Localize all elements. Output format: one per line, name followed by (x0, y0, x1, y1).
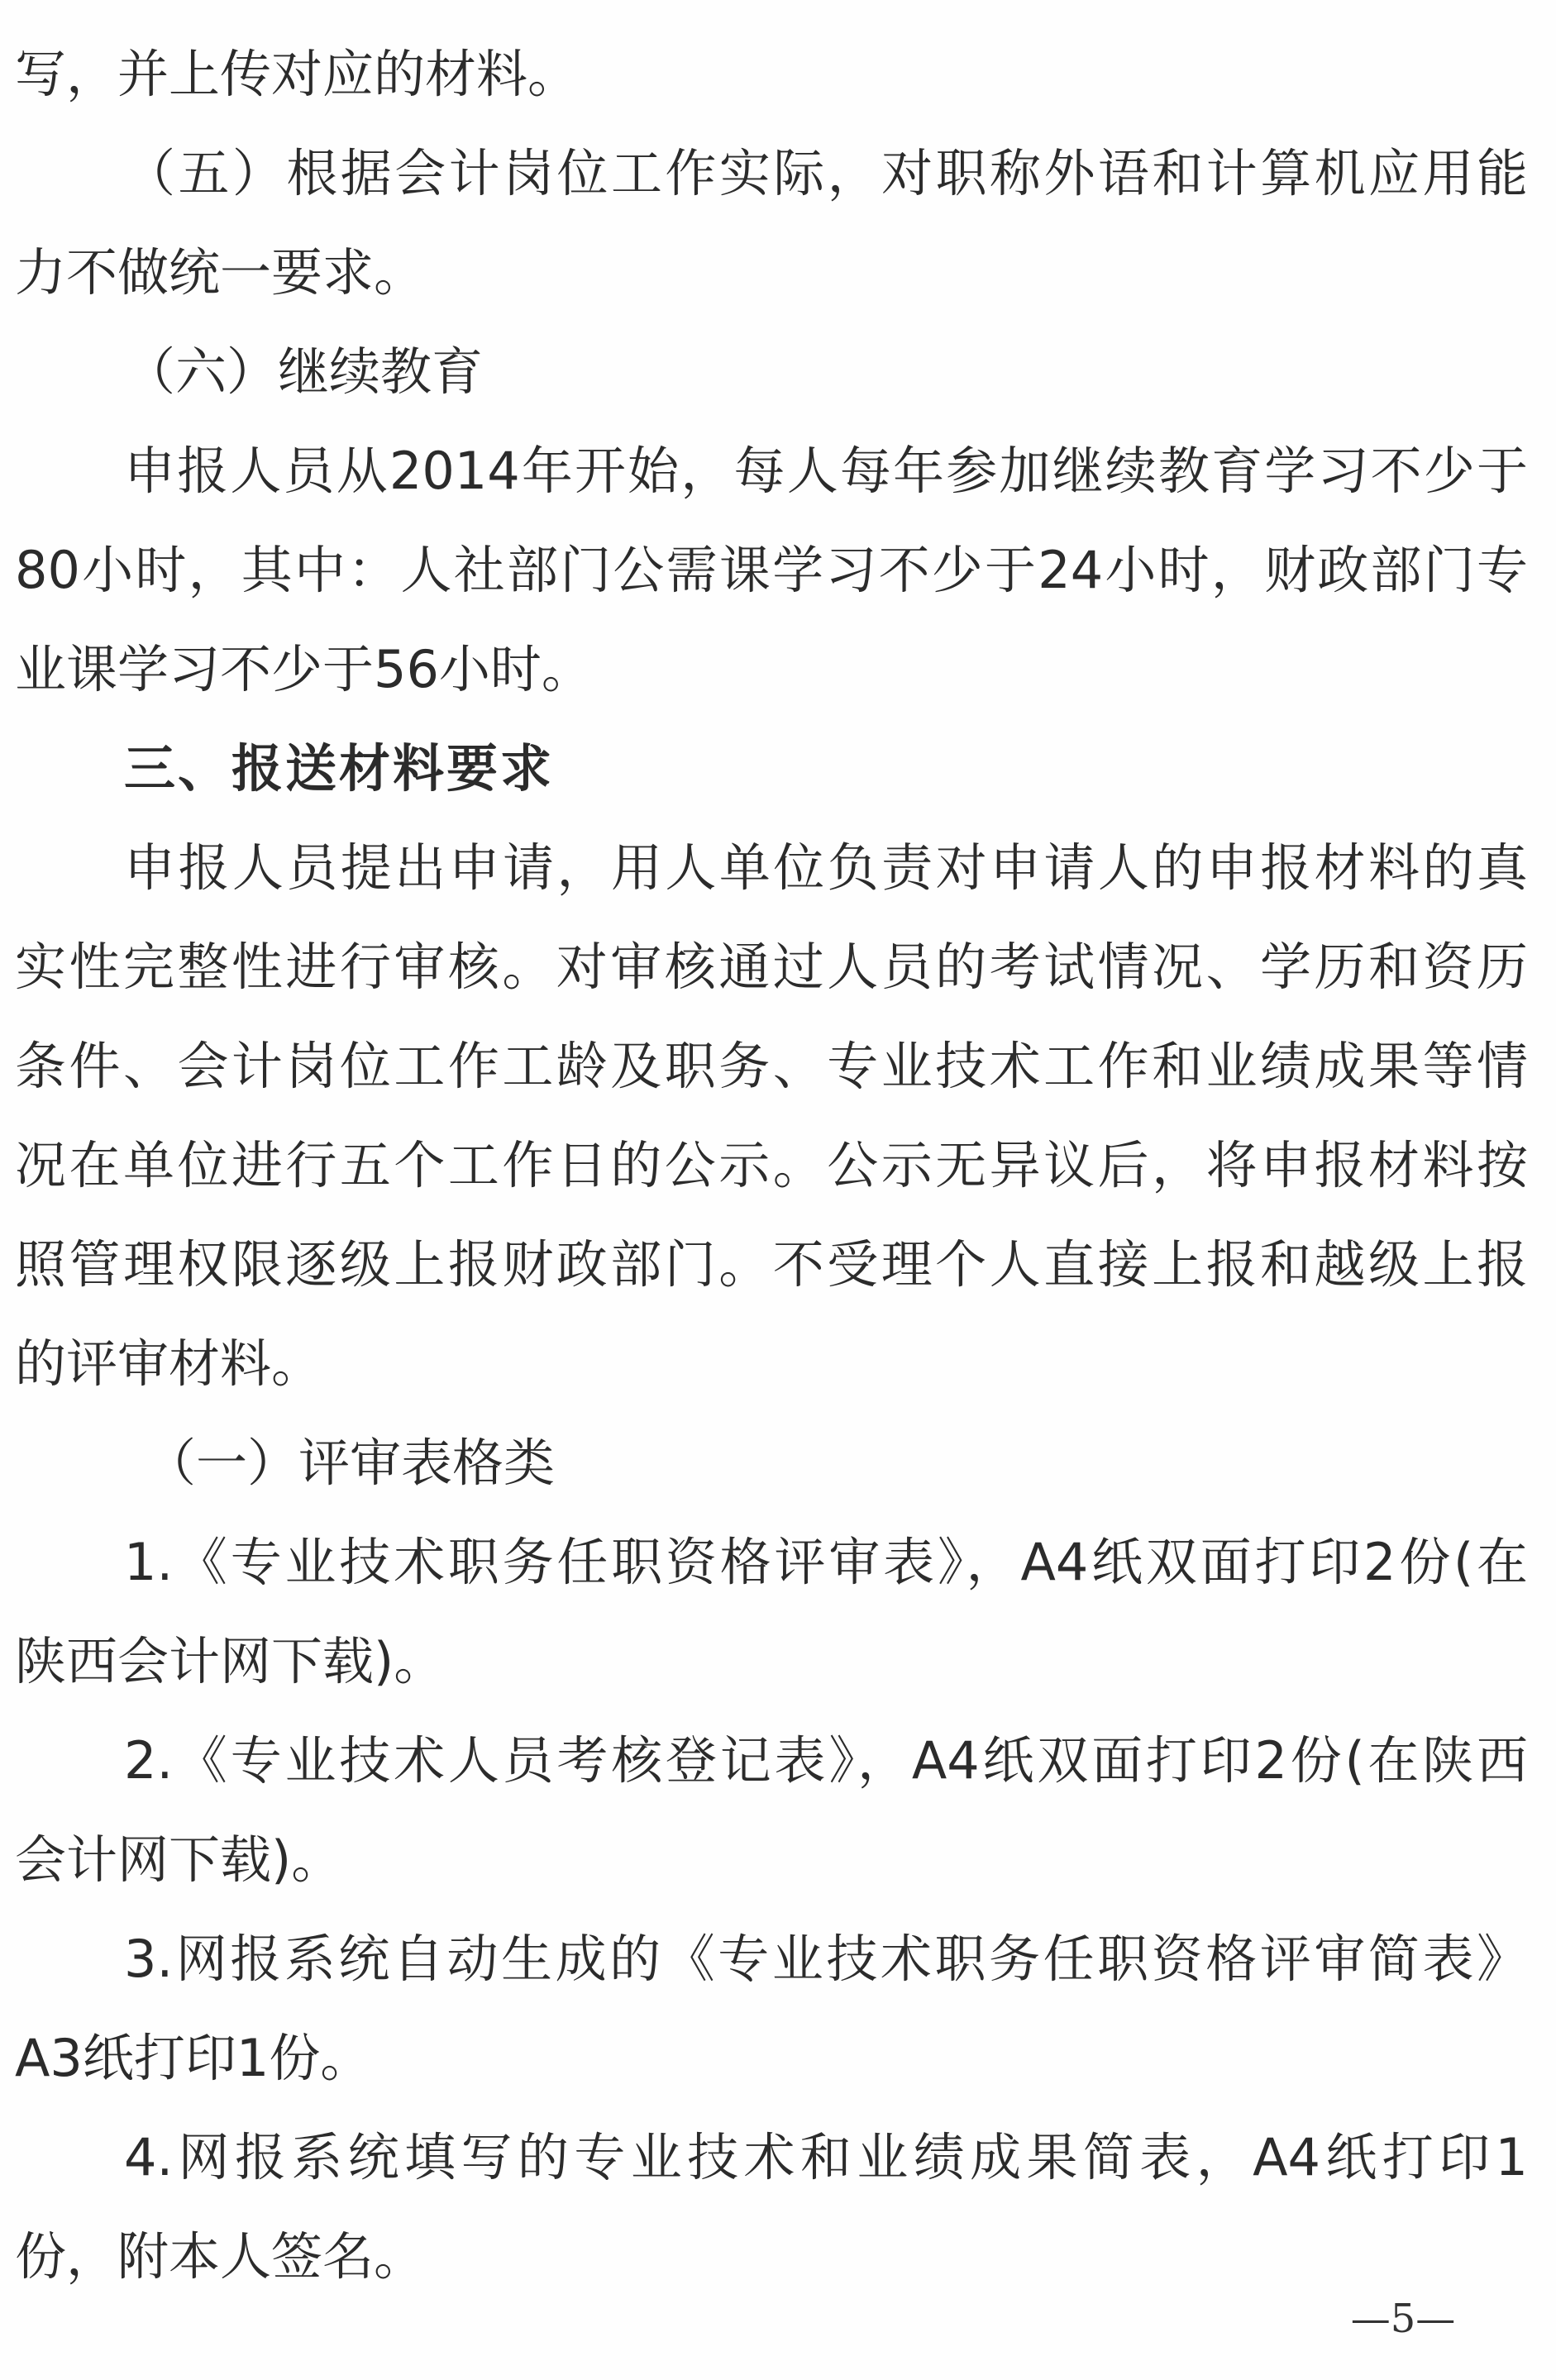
text-line-10: 实性完整性进行审核。对审核通过人员的考试情况、学历和资历 (15, 937, 1528, 997)
text-line-9: 申报人员提出申请，用人单位负责对申请人的申报材料的真 (124, 837, 1528, 898)
text-line-5: 申报人员从2014年开始，每人每年参加继续教育学习不少于 (124, 441, 1528, 501)
text-line-22: 4.网报系统填写的专业技术和业绩成果简表，A4纸打印1 (124, 2127, 1528, 2187)
text-line-23: 份，附本人签名。 (15, 2226, 426, 2287)
subheading: （一）评审表格类 (145, 1433, 556, 1493)
text-line-14: 的评审材料。 (15, 1333, 323, 1394)
text-line-21: A3纸打印1份。 (15, 2028, 372, 2088)
text-line-11: 条件、会计岗位工作工龄及职务、专业技术工作和业绩成果等情 (15, 1036, 1528, 1096)
text-line-18: 2.《专业技术人员考核登记表》，A4纸双面打印2份(在陕西 (124, 1730, 1528, 1791)
text-line-19: 会计网下载)。 (15, 1829, 343, 1890)
section-heading: 三、报送材料要求 (124, 738, 555, 799)
text-line-2: （五）根据会计岗位工作实际，对职称外语和计算机应用能 (124, 143, 1528, 203)
text-line-1: 写，并上传对应的材料。 (15, 44, 580, 104)
text-line-4: （六）继续教育 (124, 341, 484, 402)
text-line-17: 陕西会计网下载)。 (15, 1631, 446, 1691)
text-line-12: 况在单位进行五个工作日的公示。公示无异议后，将申报材料按 (15, 1135, 1528, 1195)
text-line-16: 1.《专业技术职务任职资格评审表》，A4纸双面打印2份(在 (124, 1532, 1528, 1592)
text-line-7: 业课学习不少于56小时。 (15, 639, 593, 699)
text-line-20: 3.网报系统自动生成的《专业技术职务任职资格评审简表》 (124, 1929, 1528, 1989)
page-number: —5— (1350, 2296, 1456, 2342)
text-line-6: 80小时，其中：人社部门公需课学习不少于24小时，财政部门专 (15, 540, 1528, 600)
text-line-13: 照管理权限逐级上报财政部门。不受理个人直接上报和越级上报 (15, 1234, 1528, 1295)
text-line-3: 力不做统一要求。 (15, 242, 426, 303)
